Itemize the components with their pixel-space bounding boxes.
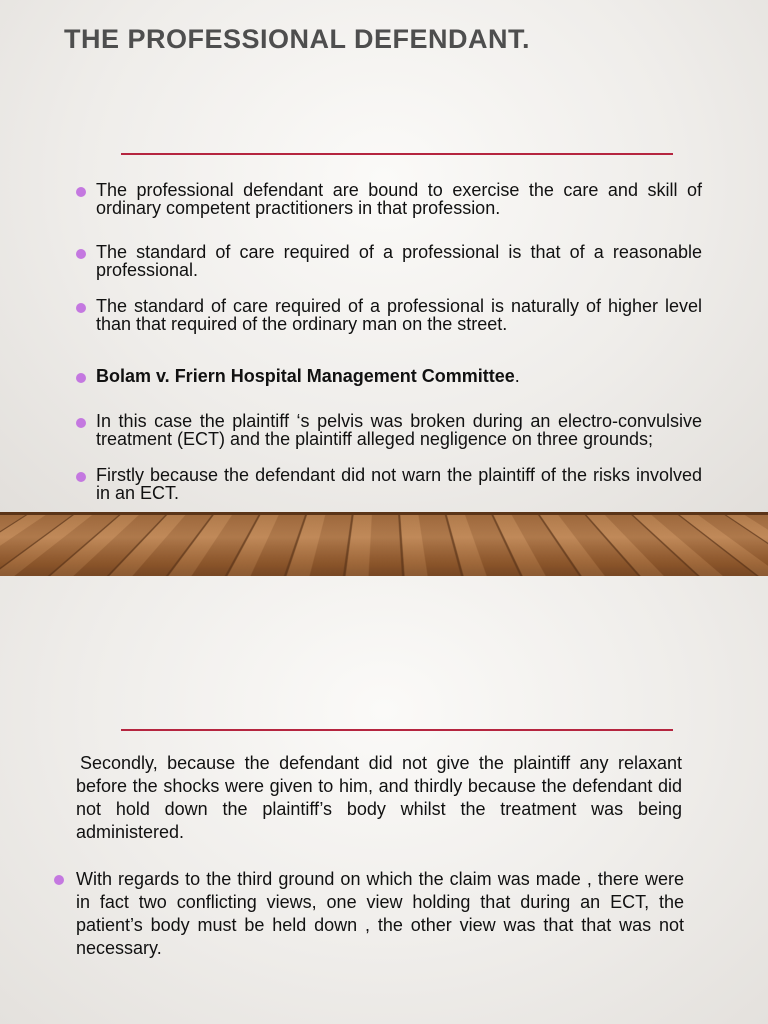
bullet-text: The standard of care required of a professional is naturally of higher level than that required of the ordinary man on the street.	[96, 296, 702, 334]
bullet-item	[52, 868, 684, 960]
bullet-item	[72, 412, 702, 448]
bullet-dot-icon	[76, 187, 86, 197]
bullet-text: With regards to the third ground on which the claim was made , there were in fact two conflicting views, one view holding that during an ECT, the patient’s body must be held down , the other view was that that was not necessary.	[76, 869, 684, 958]
bullet-dot-icon	[76, 418, 86, 428]
slide-title: THE PROFESSIONAL DEFENDANT.	[64, 24, 531, 54]
case-citation-line	[96, 367, 702, 385]
case-citation-suffix: .	[514, 366, 520, 386]
bullet-dot-icon	[54, 875, 64, 885]
wood-floor-edge	[0, 512, 768, 515]
bullet-item	[72, 297, 702, 333]
bullet-text: The professional defendant are bound to exercise the care and skill of ordinary competent practitioners in that profession.	[96, 180, 702, 218]
bullet-item	[72, 466, 702, 502]
wood-floor-decoration	[0, 512, 768, 576]
bullet-dot-icon	[76, 249, 86, 259]
bullet-text: In this case the plaintiff ‘s pelvis was broken during an electro-convulsive treatment (ECT) and the plaintiff alleged negligence on three grounds;	[96, 411, 702, 449]
case-citation: Bolam v. Friern Hospital Management Committee	[96, 366, 515, 386]
bullet-dot-icon	[76, 303, 86, 313]
bullet-dot-icon	[76, 373, 86, 383]
bullet-item	[72, 181, 702, 217]
slide-2	[0, 576, 768, 1024]
body-paragraph: Secondly, because the defendant did not give the plaintiff any relaxant before the shocks were given to him, and thirdly because the defendant did not hold down the plaintiff’s body whilst the treatment was being administered.	[76, 753, 682, 842]
bullet-item	[72, 367, 702, 385]
title-divider	[121, 153, 673, 155]
title-divider	[121, 729, 673, 731]
bullet-dot-icon	[76, 472, 86, 482]
wood-floor-planks	[0, 512, 768, 576]
bullet-text: The standard of care required of a professional is that of a reasonable professional.	[96, 242, 702, 280]
bullet-text: Firstly because the defendant did not warn the plaintiff of the risks involved in an ECT.	[96, 465, 702, 503]
bullet-item	[72, 243, 702, 279]
